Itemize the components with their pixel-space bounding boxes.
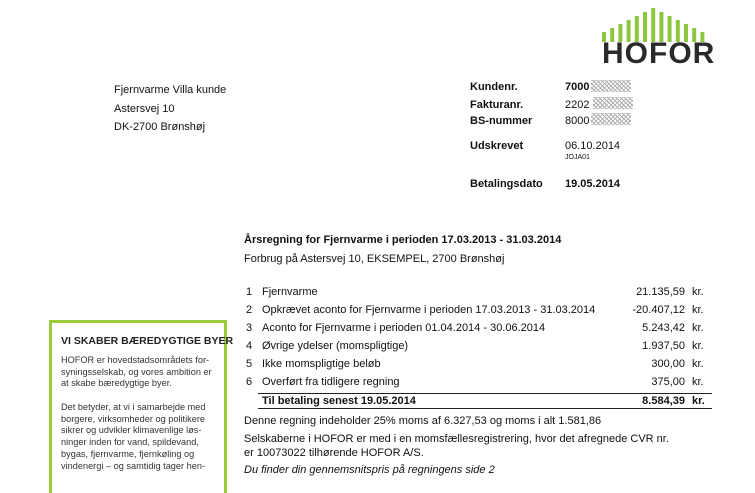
customer-no-value: 7000 — [565, 81, 590, 93]
bs-no-value: 8000 — [565, 115, 590, 127]
line-amount: -20.407,12 — [632, 304, 685, 316]
line-number: 3 — [246, 322, 253, 334]
line-number: 6 — [246, 376, 253, 388]
total-label: Til betaling senest 19.05.2014 — [262, 395, 416, 407]
bill-title: Årsregning for Fjernvarme i perioden 17.03.2013 - 31.03.2014 — [244, 234, 562, 246]
total-rule-top — [258, 393, 712, 394]
line-description: Opkrævet aconto for Fjernvarme i perioden 17.03.2013 - 31.03.2014 — [262, 304, 596, 316]
payment-date-label: Betalingsdato — [470, 178, 543, 190]
line-unit: kr. — [692, 340, 704, 352]
average-price-note: Du finder din gennemsnitspris på regningens side 2 — [244, 464, 495, 476]
line-unit: kr. — [692, 358, 704, 370]
total-rule-bottom — [258, 408, 712, 409]
line-description: Fjernvarme — [262, 286, 318, 298]
recipient-street: Astersvej 10 — [114, 102, 175, 115]
redaction-mark — [591, 113, 631, 125]
issued-code: JOJA01 — [565, 154, 590, 161]
cvr-note: er 10073022 tilhørende HOFOR A/S. — [244, 447, 424, 459]
bill-subtitle: Forbrug på Astersvej 10, EKSEMPEL, 2700 Brønshøj — [244, 253, 505, 265]
line-number: 1 — [246, 286, 253, 298]
payment-date-value: 19.05.2014 — [565, 178, 621, 190]
customer-no-label: Kundenr. — [470, 81, 518, 93]
line-amount: 375,00 — [651, 376, 685, 388]
total-amount: 8.584,39 — [642, 395, 685, 407]
sustainability-box — [49, 320, 234, 493]
logo-text: HOFOR — [602, 37, 716, 70]
line-description: Ikke momspligtige beløb — [262, 358, 381, 370]
sustainability-box-paragraph: HOFOR er hovedstadsområdets for- syningsselskab, og vores ambition er at skabe bæredygtige byer. — [61, 355, 212, 389]
line-number: 4 — [246, 340, 253, 352]
bs-no-label: BS-nummer — [470, 115, 533, 127]
line-unit: kr. — [692, 376, 704, 388]
invoice-no-value: 2202 — [565, 99, 590, 111]
recipient-address — [114, 81, 226, 137]
line-amount: 300,00 — [651, 358, 685, 370]
hofor-logo — [598, 6, 716, 70]
line-number: 5 — [246, 358, 253, 370]
redaction-mark — [591, 80, 631, 92]
issued-label: Udskrevet — [470, 140, 524, 152]
line-description: Øvrige ydelser (momspligtige) — [262, 340, 409, 352]
line-number: 2 — [246, 304, 253, 316]
total-unit: kr. — [692, 395, 705, 407]
line-description: Aconto for Fjernvarme i perioden 01.04.2014 - 30.06.2014 — [262, 322, 546, 334]
recipient-city: DK-2700 Brønshøj — [114, 121, 206, 133]
sustainability-box-paragraph: Det betyder, at vi i samarbejde med borgere, virksomheder og politikere sikrer og udvikler klimavenlige løs- ninger inden for vand, spildevand, bygas, fjernvarme, fjernkøling og vindenergi – og samtidig tager hen- — [61, 402, 206, 471]
line-amount: 5.243,42 — [642, 322, 685, 334]
invoice-no-label: Fakturanr. — [470, 99, 524, 111]
line-amount: 21.135,59 — [636, 286, 685, 298]
line-description: Overført fra tidligere regning — [262, 376, 400, 388]
line-unit: kr. — [692, 286, 704, 298]
sustainability-box-title: VI SKABER BÆREDYGTIGE BYER — [61, 335, 234, 347]
redaction-mark — [593, 97, 633, 109]
line-unit: kr. — [692, 304, 704, 316]
vat-note: Denne regning indeholder 25% moms af 6.327,53 og moms i alt 1.581,86 — [244, 415, 602, 427]
line-unit: kr. — [692, 322, 704, 334]
recipient-name: Fjernvarme Villa kunde — [114, 84, 227, 96]
issued-value: 06.10.2014 — [565, 140, 621, 152]
vat-registration-note: Selskaberne i HOFOR er med i en momsfællesregistrering, hvor det afregnede CVR nr. — [244, 433, 669, 445]
line-amount: 1.937,50 — [642, 340, 685, 352]
